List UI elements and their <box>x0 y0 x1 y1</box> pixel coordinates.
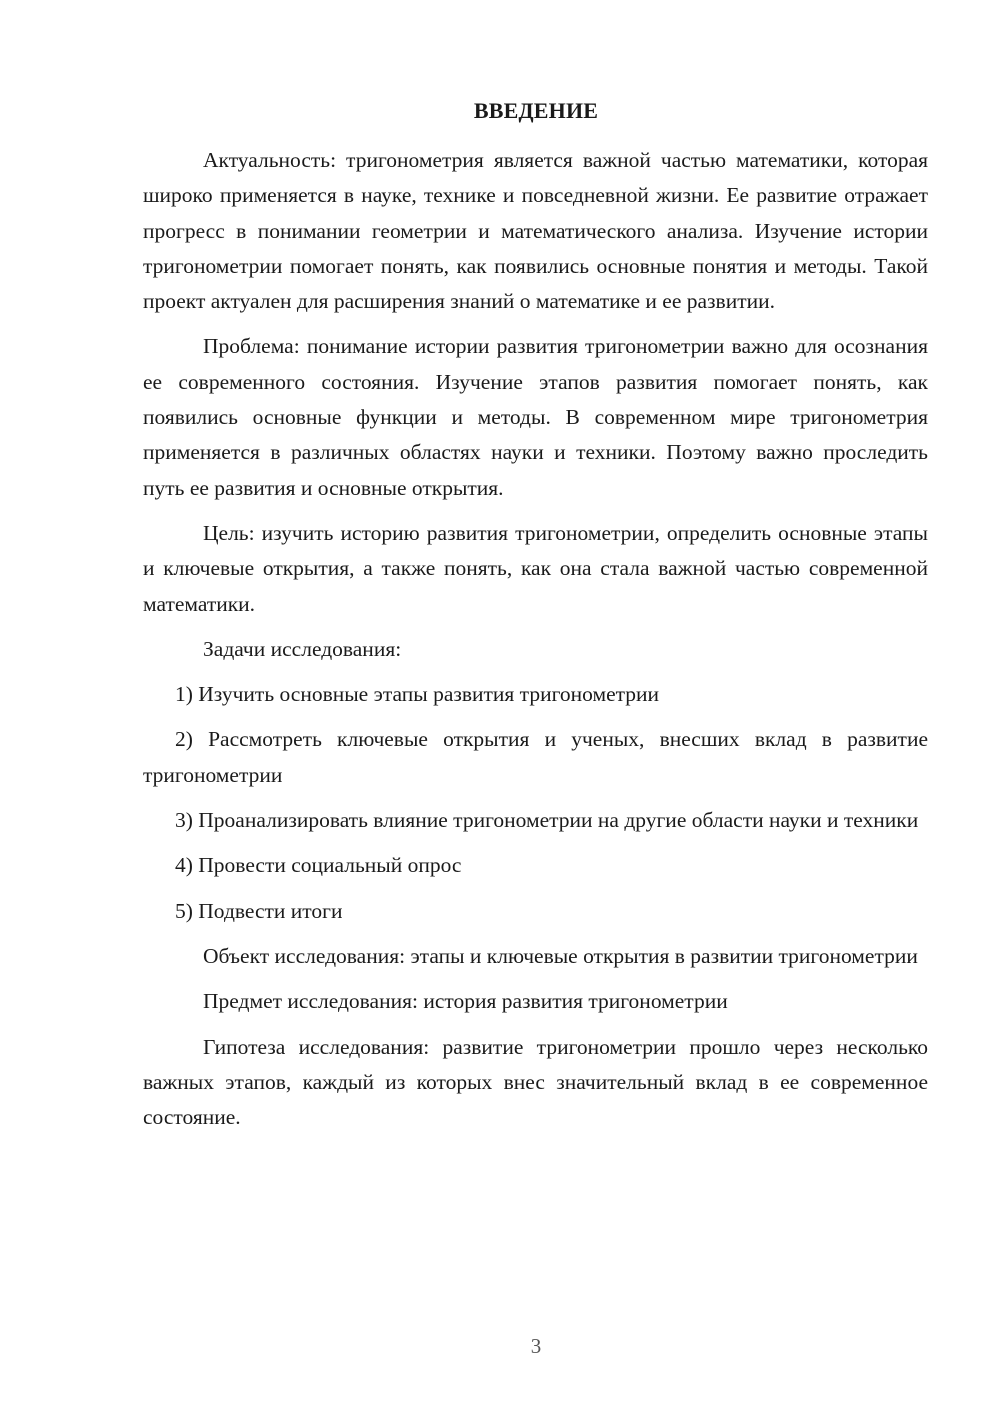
task-item-1: 1) Изучить основные этапы развития тригонометрии <box>175 682 660 707</box>
paragraph-tasks-heading: Задачи исследования: <box>203 636 402 661</box>
task-item-3: 3) Проанализировать влияние тригонометрии на другие области науки и техники <box>175 808 919 833</box>
paragraph-hypothesis: Гипотеза исследования: развитие тригонометрии прошло через несколько важных этапов, каждый из которых внес значительный вклад в ее современное состояние. <box>143 1034 928 1130</box>
task-item-2: 2) Рассмотреть ключевые открытия и ученых, внесших вклад в развитие тригонометрии <box>143 727 928 787</box>
paragraph-subject: Предмет исследования: история развития тригонометрии <box>203 989 728 1014</box>
paragraph-goal: Цель: изучить историю развития тригонометрии, определить основные этапы и ключевые открытия, а также понять, как она стала важной частью современной математики. <box>143 520 928 616</box>
page-title: ВВЕДЕНИЕ <box>473 98 599 123</box>
document-body <box>143 143 928 1145</box>
paragraph-object: Объект исследования: этапы и ключевые открытия в развитии тригонометрии <box>203 943 918 968</box>
task-item-4: 4) Провести социальный опрос <box>175 853 462 878</box>
paragraph-relevance: Актуальность: тригонометрия является важной частью математики, которая широко применяется в науке, технике и повседневной жизни. Ее развитие отражает прогресс в понимании геометрии и математического анализа. Изучение истории тригонометрии помогает понять, как появились основные понятия и методы. Такой проект актуален для расширения знаний о математике и ее развитии. <box>143 148 928 314</box>
paragraph-problem: Проблема: понимание истории развития тригонометрии важно для осознания ее современного состояния. Изучение этапов развития помогает понять, как появились основные функции и методы. В современном мире тригонометрия применяется в различных областях науки и техники. Поэтому важно проследить путь ее развития и основные открытия. <box>143 334 928 500</box>
page-number: 3 <box>530 1334 542 1358</box>
task-item-5: 5) Подвести итоги <box>175 898 343 923</box>
